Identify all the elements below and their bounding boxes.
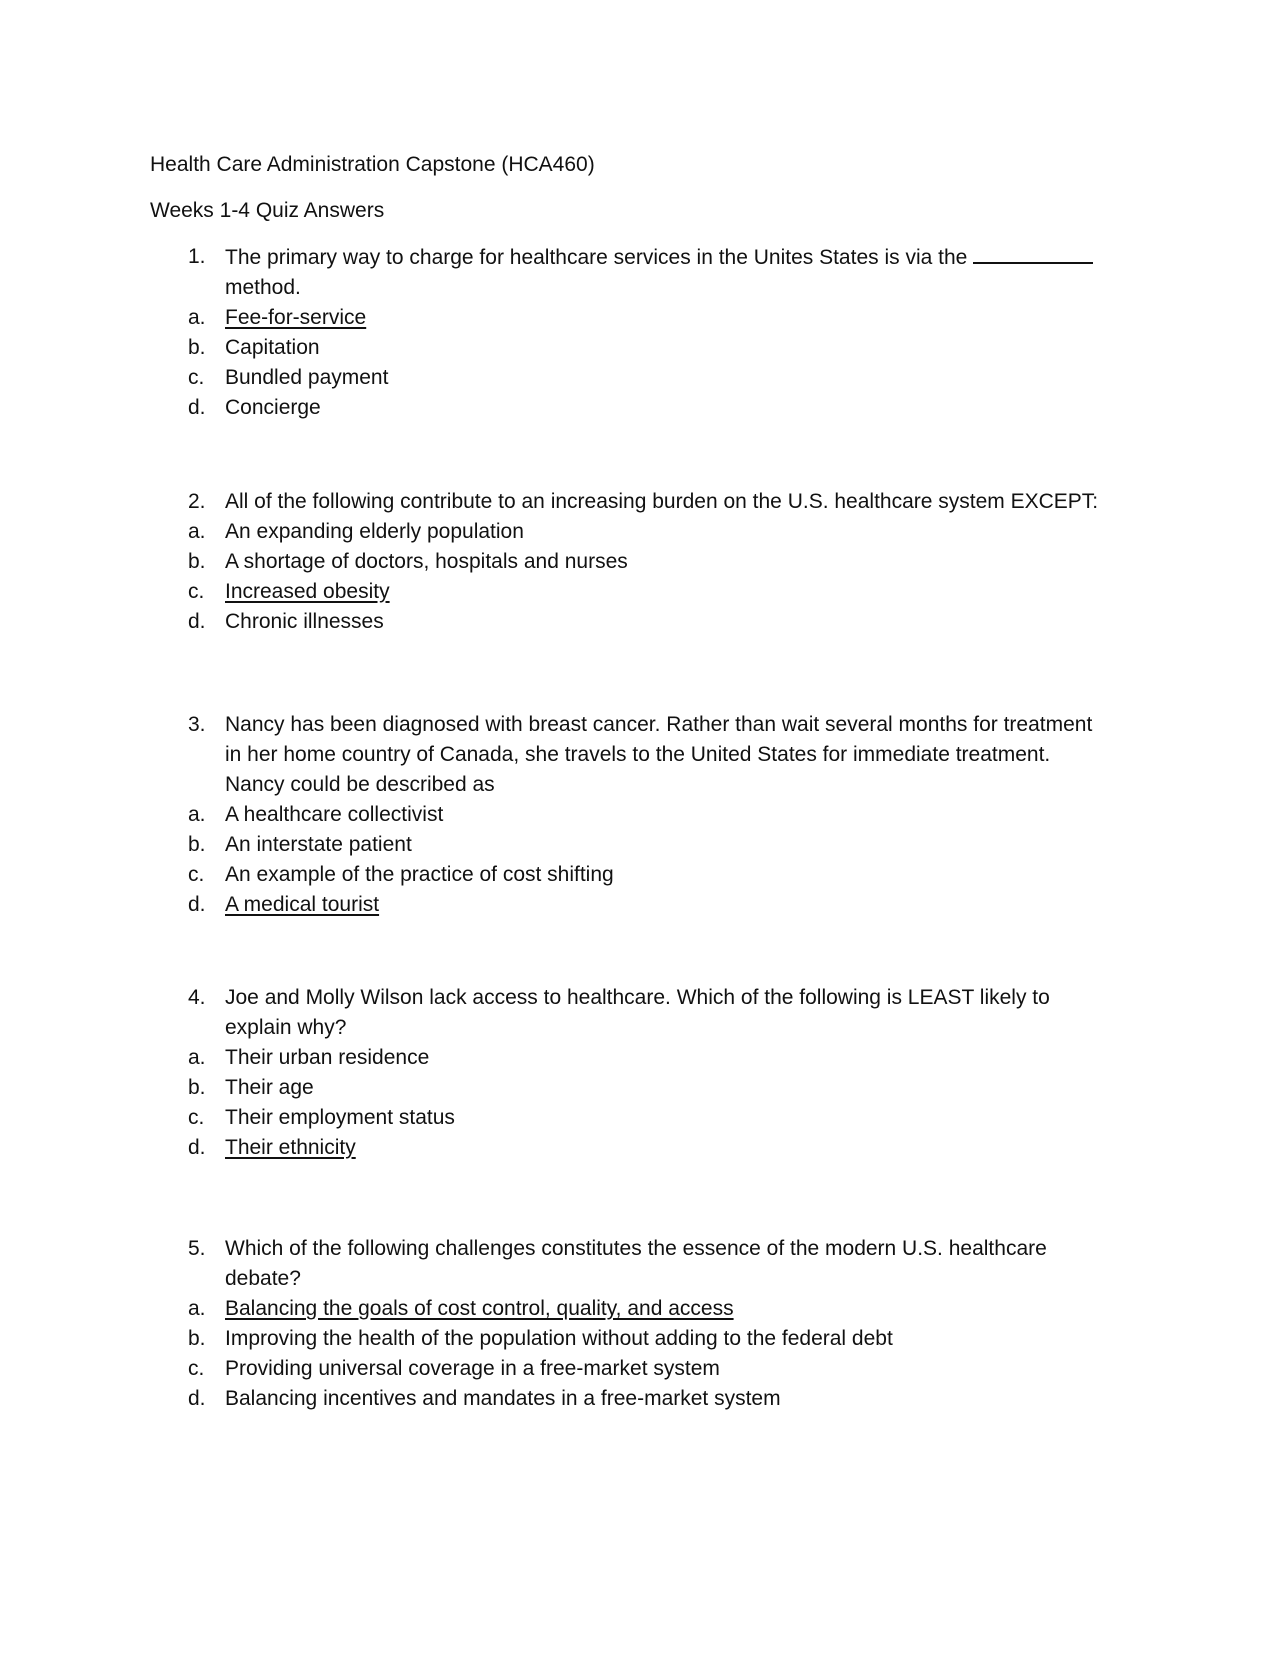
option-letter: d. bbox=[188, 1136, 206, 1159]
option-text: Chronic illnesses bbox=[225, 610, 384, 633]
document-subtitle: Weeks 1-4 Quiz Answers bbox=[150, 199, 385, 222]
option-letter: b. bbox=[188, 833, 206, 856]
option-letter: a. bbox=[188, 1297, 206, 1320]
option-text: An interstate patient bbox=[225, 833, 412, 856]
option-text: Balancing incentives and mandates in a free-market system bbox=[225, 1387, 781, 1410]
option-text-correct: Their ethnicity bbox=[225, 1136, 356, 1159]
question-stem-text: The primary way to charge for healthcare services in the Unites States is via the bbox=[225, 246, 968, 269]
option-letter: c. bbox=[188, 1357, 205, 1380]
option-letter: a. bbox=[188, 803, 206, 826]
option-c bbox=[0, 1103, 1280, 1133]
option-letter: a. bbox=[188, 1046, 206, 1069]
option-letter: b. bbox=[188, 1327, 206, 1350]
question-2 bbox=[0, 487, 1280, 637]
question-number: 4. bbox=[188, 986, 206, 1009]
option-c bbox=[0, 577, 1280, 607]
option-text-correct: Balancing the goals of cost control, quality, and access bbox=[225, 1297, 734, 1320]
question-1 bbox=[0, 242, 1280, 423]
option-text: Bundled payment bbox=[225, 366, 389, 389]
option-text-correct: Fee-for-service bbox=[225, 306, 367, 329]
option-text: A shortage of doctors, hospitals and nurses bbox=[225, 550, 628, 573]
option-text: A healthcare collectivist bbox=[225, 803, 444, 826]
option-letter: b. bbox=[188, 336, 206, 359]
option-letter: c. bbox=[188, 366, 205, 389]
option-text: Providing universal coverage in a free-market system bbox=[225, 1357, 720, 1380]
option-d bbox=[0, 607, 1280, 637]
option-text: An example of the practice of cost shifting bbox=[225, 863, 614, 886]
option-d bbox=[0, 890, 1280, 920]
option-letter: b. bbox=[188, 550, 206, 573]
option-c bbox=[0, 363, 1280, 393]
question-stem: Which of the following challenges constitutes the essence of the modern U.S. healthcare debate? bbox=[225, 1237, 1047, 1290]
option-text: An expanding elderly population bbox=[225, 520, 524, 543]
question-stem: Joe and Molly Wilson lack access to healthcare. Which of the following is LEAST likely to explain why? bbox=[225, 986, 1050, 1039]
question-number: 1. bbox=[188, 245, 206, 268]
option-text: Their urban residence bbox=[225, 1046, 430, 1069]
option-d bbox=[0, 1384, 1280, 1414]
option-a bbox=[0, 517, 1280, 547]
option-b bbox=[0, 1073, 1280, 1103]
question-number: 2. bbox=[188, 490, 206, 513]
question-stem: All of the following contribute to an increasing burden on the U.S. healthcare system EXCEPT: bbox=[225, 490, 1099, 513]
question-number: 5. bbox=[188, 1237, 206, 1260]
option-text: Improving the health of the population without adding to the federal debt bbox=[225, 1327, 893, 1350]
option-text: Their employment status bbox=[225, 1106, 455, 1129]
option-letter: c. bbox=[188, 1106, 205, 1129]
option-text-correct: Increased obesity bbox=[225, 580, 390, 603]
option-letter: c. bbox=[188, 580, 205, 603]
option-a bbox=[0, 303, 1280, 333]
option-letter: a. bbox=[188, 520, 206, 543]
question-stem bbox=[225, 242, 1105, 303]
option-text: Their age bbox=[225, 1076, 314, 1099]
option-text-correct: A medical tourist bbox=[225, 893, 380, 916]
question-stem-text-end: method. bbox=[225, 276, 301, 299]
fill-in-blank bbox=[973, 242, 1093, 264]
option-d bbox=[0, 393, 1280, 423]
question-4 bbox=[0, 983, 1280, 1163]
option-a bbox=[0, 1294, 1280, 1324]
option-b bbox=[0, 333, 1280, 363]
document-title: Health Care Administration Capstone (HCA460) bbox=[150, 153, 595, 176]
question-stem: Nancy has been diagnosed with breast cancer. Rather than wait several months for treatment in her home country of Canada, she travels to the United States for immediate treatment. Nancy could be described as bbox=[225, 713, 1093, 796]
option-b bbox=[0, 1324, 1280, 1354]
option-letter: d. bbox=[188, 1387, 206, 1410]
question-3 bbox=[0, 710, 1280, 920]
document-header bbox=[150, 150, 1130, 242]
option-d bbox=[0, 1133, 1280, 1163]
option-a bbox=[0, 800, 1280, 830]
option-a bbox=[0, 1043, 1280, 1073]
option-letter: c. bbox=[188, 863, 205, 886]
option-b bbox=[0, 830, 1280, 860]
option-text: Concierge bbox=[225, 396, 321, 419]
option-c bbox=[0, 1354, 1280, 1384]
option-letter: a. bbox=[188, 306, 206, 329]
question-number: 3. bbox=[188, 713, 206, 736]
option-c bbox=[0, 860, 1280, 890]
option-text: Capitation bbox=[225, 336, 320, 359]
option-b bbox=[0, 547, 1280, 577]
option-letter: d. bbox=[188, 893, 206, 916]
option-letter: d. bbox=[188, 610, 206, 633]
option-letter: d. bbox=[188, 396, 206, 419]
option-letter: b. bbox=[188, 1076, 206, 1099]
question-5 bbox=[0, 1234, 1280, 1414]
